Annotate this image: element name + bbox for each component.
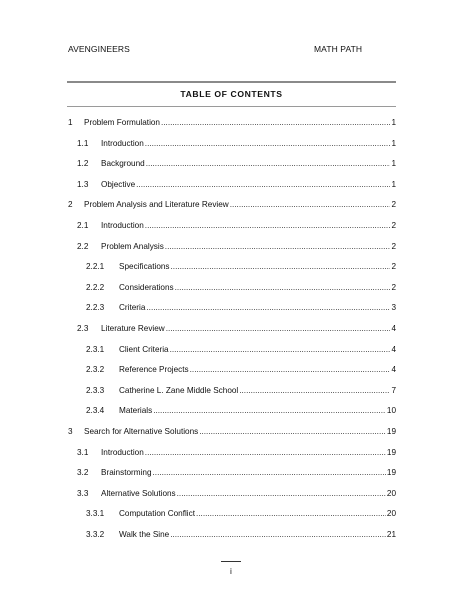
toc-dot-leader bbox=[170, 345, 391, 355]
toc-dot-leader bbox=[166, 324, 391, 334]
toc-dot-leader bbox=[153, 468, 386, 478]
toc-dot-leader bbox=[161, 118, 390, 128]
toc-dot-leader bbox=[136, 180, 390, 190]
toc-entry-number: 2 bbox=[68, 200, 73, 210]
toc-entry[interactable] bbox=[86, 386, 396, 396]
toc-entry[interactable] bbox=[86, 365, 396, 375]
title-top-rule bbox=[67, 81, 396, 83]
toc-entry-number: 1 bbox=[68, 118, 73, 127]
toc-entry[interactable] bbox=[86, 345, 396, 355]
toc-entry-number: 3.3.1 bbox=[86, 509, 105, 519]
toc-dot-leader bbox=[165, 242, 391, 252]
toc-entry-page: 4 bbox=[391, 365, 396, 375]
toc-entry-page: 2 bbox=[391, 200, 396, 210]
toc-entry[interactable] bbox=[68, 427, 396, 437]
toc-entry-number: 2.2.3 bbox=[86, 303, 105, 313]
toc-entry-page: 1 bbox=[391, 118, 396, 127]
toc-entry-page: 1 bbox=[391, 159, 396, 169]
toc-dot-leader bbox=[196, 509, 386, 519]
toc-entry-label: Problem Analysis and Literature Review bbox=[84, 200, 229, 210]
toc-entry[interactable] bbox=[77, 448, 396, 458]
toc-dot-leader bbox=[146, 159, 391, 169]
toc-entry-label: Introduction bbox=[101, 221, 144, 230]
page-number: i bbox=[230, 566, 232, 576]
title-bottom-rule bbox=[67, 106, 396, 107]
toc-entry[interactable] bbox=[86, 530, 396, 540]
toc-entry-label: Computation Conflict bbox=[119, 509, 195, 519]
toc-entry-number: 3.2 bbox=[77, 468, 89, 478]
toc-entry-page: 7 bbox=[391, 385, 396, 395]
toc-entry-label: Search for Alternative Solutions bbox=[84, 427, 199, 436]
toc-entry-label: Reference Projects bbox=[119, 365, 189, 375]
toc-entry-label: Problem Analysis bbox=[101, 241, 164, 251]
toc-entry-page: 19 bbox=[386, 447, 396, 457]
toc-entry-number: 3.3 bbox=[77, 488, 89, 498]
toc-entry-number: 3.3.2 bbox=[86, 530, 105, 539]
toc-entry-label: Walk the Sine bbox=[119, 530, 170, 539]
toc-entry-number: 2.2 bbox=[77, 241, 89, 251]
toc-entry[interactable] bbox=[86, 406, 396, 416]
toc-entry-page: 4 bbox=[391, 344, 396, 354]
toc-entry[interactable] bbox=[77, 489, 396, 499]
toc-entry[interactable] bbox=[77, 468, 396, 478]
toc-entry-number: 2.3.1 bbox=[86, 344, 105, 354]
toc-entry-label: Specifications bbox=[119, 262, 170, 272]
toc-entry[interactable] bbox=[86, 509, 396, 519]
toc-dot-leader bbox=[145, 221, 391, 231]
toc-entry-number: 2.1 bbox=[77, 221, 89, 230]
toc-dot-leader bbox=[170, 530, 386, 540]
toc-entry-number: 3.1 bbox=[77, 447, 89, 457]
toc-entry-page: 19 bbox=[386, 468, 396, 478]
toc-entry-page: 10 bbox=[386, 406, 396, 416]
footer-rule bbox=[221, 561, 241, 562]
toc-entry-label: Brainstorming bbox=[101, 468, 152, 478]
toc-title: TABLE OF CONTENTS bbox=[180, 89, 283, 99]
toc-entry-label: Introduction bbox=[101, 138, 144, 148]
toc-entry-number: 1.2 bbox=[77, 159, 89, 169]
toc-dot-leader bbox=[145, 448, 386, 458]
toc-entry-page: 19 bbox=[386, 427, 396, 436]
toc-entry-page: 2 bbox=[391, 221, 396, 230]
toc-entry[interactable] bbox=[77, 180, 396, 190]
toc-dot-leader bbox=[177, 489, 386, 499]
toc-entry-label: Introduction bbox=[101, 447, 144, 457]
toc-entry[interactable] bbox=[68, 118, 396, 128]
toc-entry[interactable] bbox=[77, 139, 396, 149]
running-header-left: AVENGINEERS bbox=[68, 44, 130, 54]
running-header-right: MATH PATH bbox=[314, 44, 363, 54]
toc-dot-leader bbox=[239, 386, 390, 396]
toc-dot-leader bbox=[171, 262, 391, 272]
toc-entry[interactable] bbox=[77, 242, 396, 252]
toc-dot-leader bbox=[145, 139, 391, 149]
toc-entry[interactable] bbox=[77, 221, 396, 231]
toc-entry[interactable] bbox=[86, 262, 396, 272]
toc-entry-number: 2.2.2 bbox=[86, 282, 105, 292]
toc-entry-number: 1.1 bbox=[77, 138, 89, 148]
toc-entry-page: 20 bbox=[386, 509, 396, 519]
toc-entry-number: 2.3.2 bbox=[86, 365, 105, 375]
toc-dot-leader bbox=[190, 365, 391, 375]
toc-entry-page: 4 bbox=[391, 324, 396, 333]
toc-entry-page: 21 bbox=[386, 530, 396, 539]
toc-entry-label: Problem Formulation bbox=[84, 118, 160, 127]
toc-entry-page: 2 bbox=[391, 282, 396, 292]
toc-dot-leader bbox=[199, 427, 386, 437]
toc-entry-number: 1.3 bbox=[77, 179, 89, 189]
toc-entry-label: Alternative Solutions bbox=[101, 488, 176, 498]
toc-entry-page: 3 bbox=[391, 303, 396, 313]
toc-entry-page: 20 bbox=[386, 488, 396, 498]
toc-entry[interactable] bbox=[68, 200, 396, 210]
toc-entry-label: Catherine L. Zane Middle School bbox=[119, 385, 239, 395]
toc-entry-number: 2.3.4 bbox=[86, 406, 105, 416]
toc-entry[interactable] bbox=[86, 283, 396, 293]
toc-entry-label: Client Criteria bbox=[119, 344, 169, 354]
toc-entry-number: 2.3.3 bbox=[86, 385, 105, 395]
toc-dot-leader bbox=[146, 303, 390, 313]
toc-entry[interactable] bbox=[77, 159, 396, 169]
toc-entry-page: 1 bbox=[391, 138, 396, 148]
toc-entry-page: 2 bbox=[391, 241, 396, 251]
toc-entry-number: 2.3 bbox=[77, 324, 89, 333]
toc-entry-number: 3 bbox=[68, 427, 73, 436]
toc-dot-leader bbox=[230, 200, 391, 210]
toc-entry-label: Considerations bbox=[119, 282, 174, 292]
toc-entry-page: 2 bbox=[391, 262, 396, 272]
toc-dot-leader bbox=[175, 283, 391, 293]
toc-entry-label: Literature Review bbox=[101, 324, 165, 333]
toc-entry[interactable] bbox=[77, 324, 396, 334]
toc-dot-leader bbox=[153, 406, 386, 416]
toc-entry-page: 1 bbox=[391, 179, 396, 189]
toc-entry-number: 2.2.1 bbox=[86, 262, 105, 272]
toc-entry-label: Materials bbox=[119, 406, 153, 416]
toc-entry-label: Criteria bbox=[119, 303, 146, 313]
toc-entry-label: Background bbox=[101, 159, 145, 169]
toc-entry[interactable] bbox=[86, 303, 396, 313]
toc-entry-label: Objective bbox=[101, 179, 136, 189]
